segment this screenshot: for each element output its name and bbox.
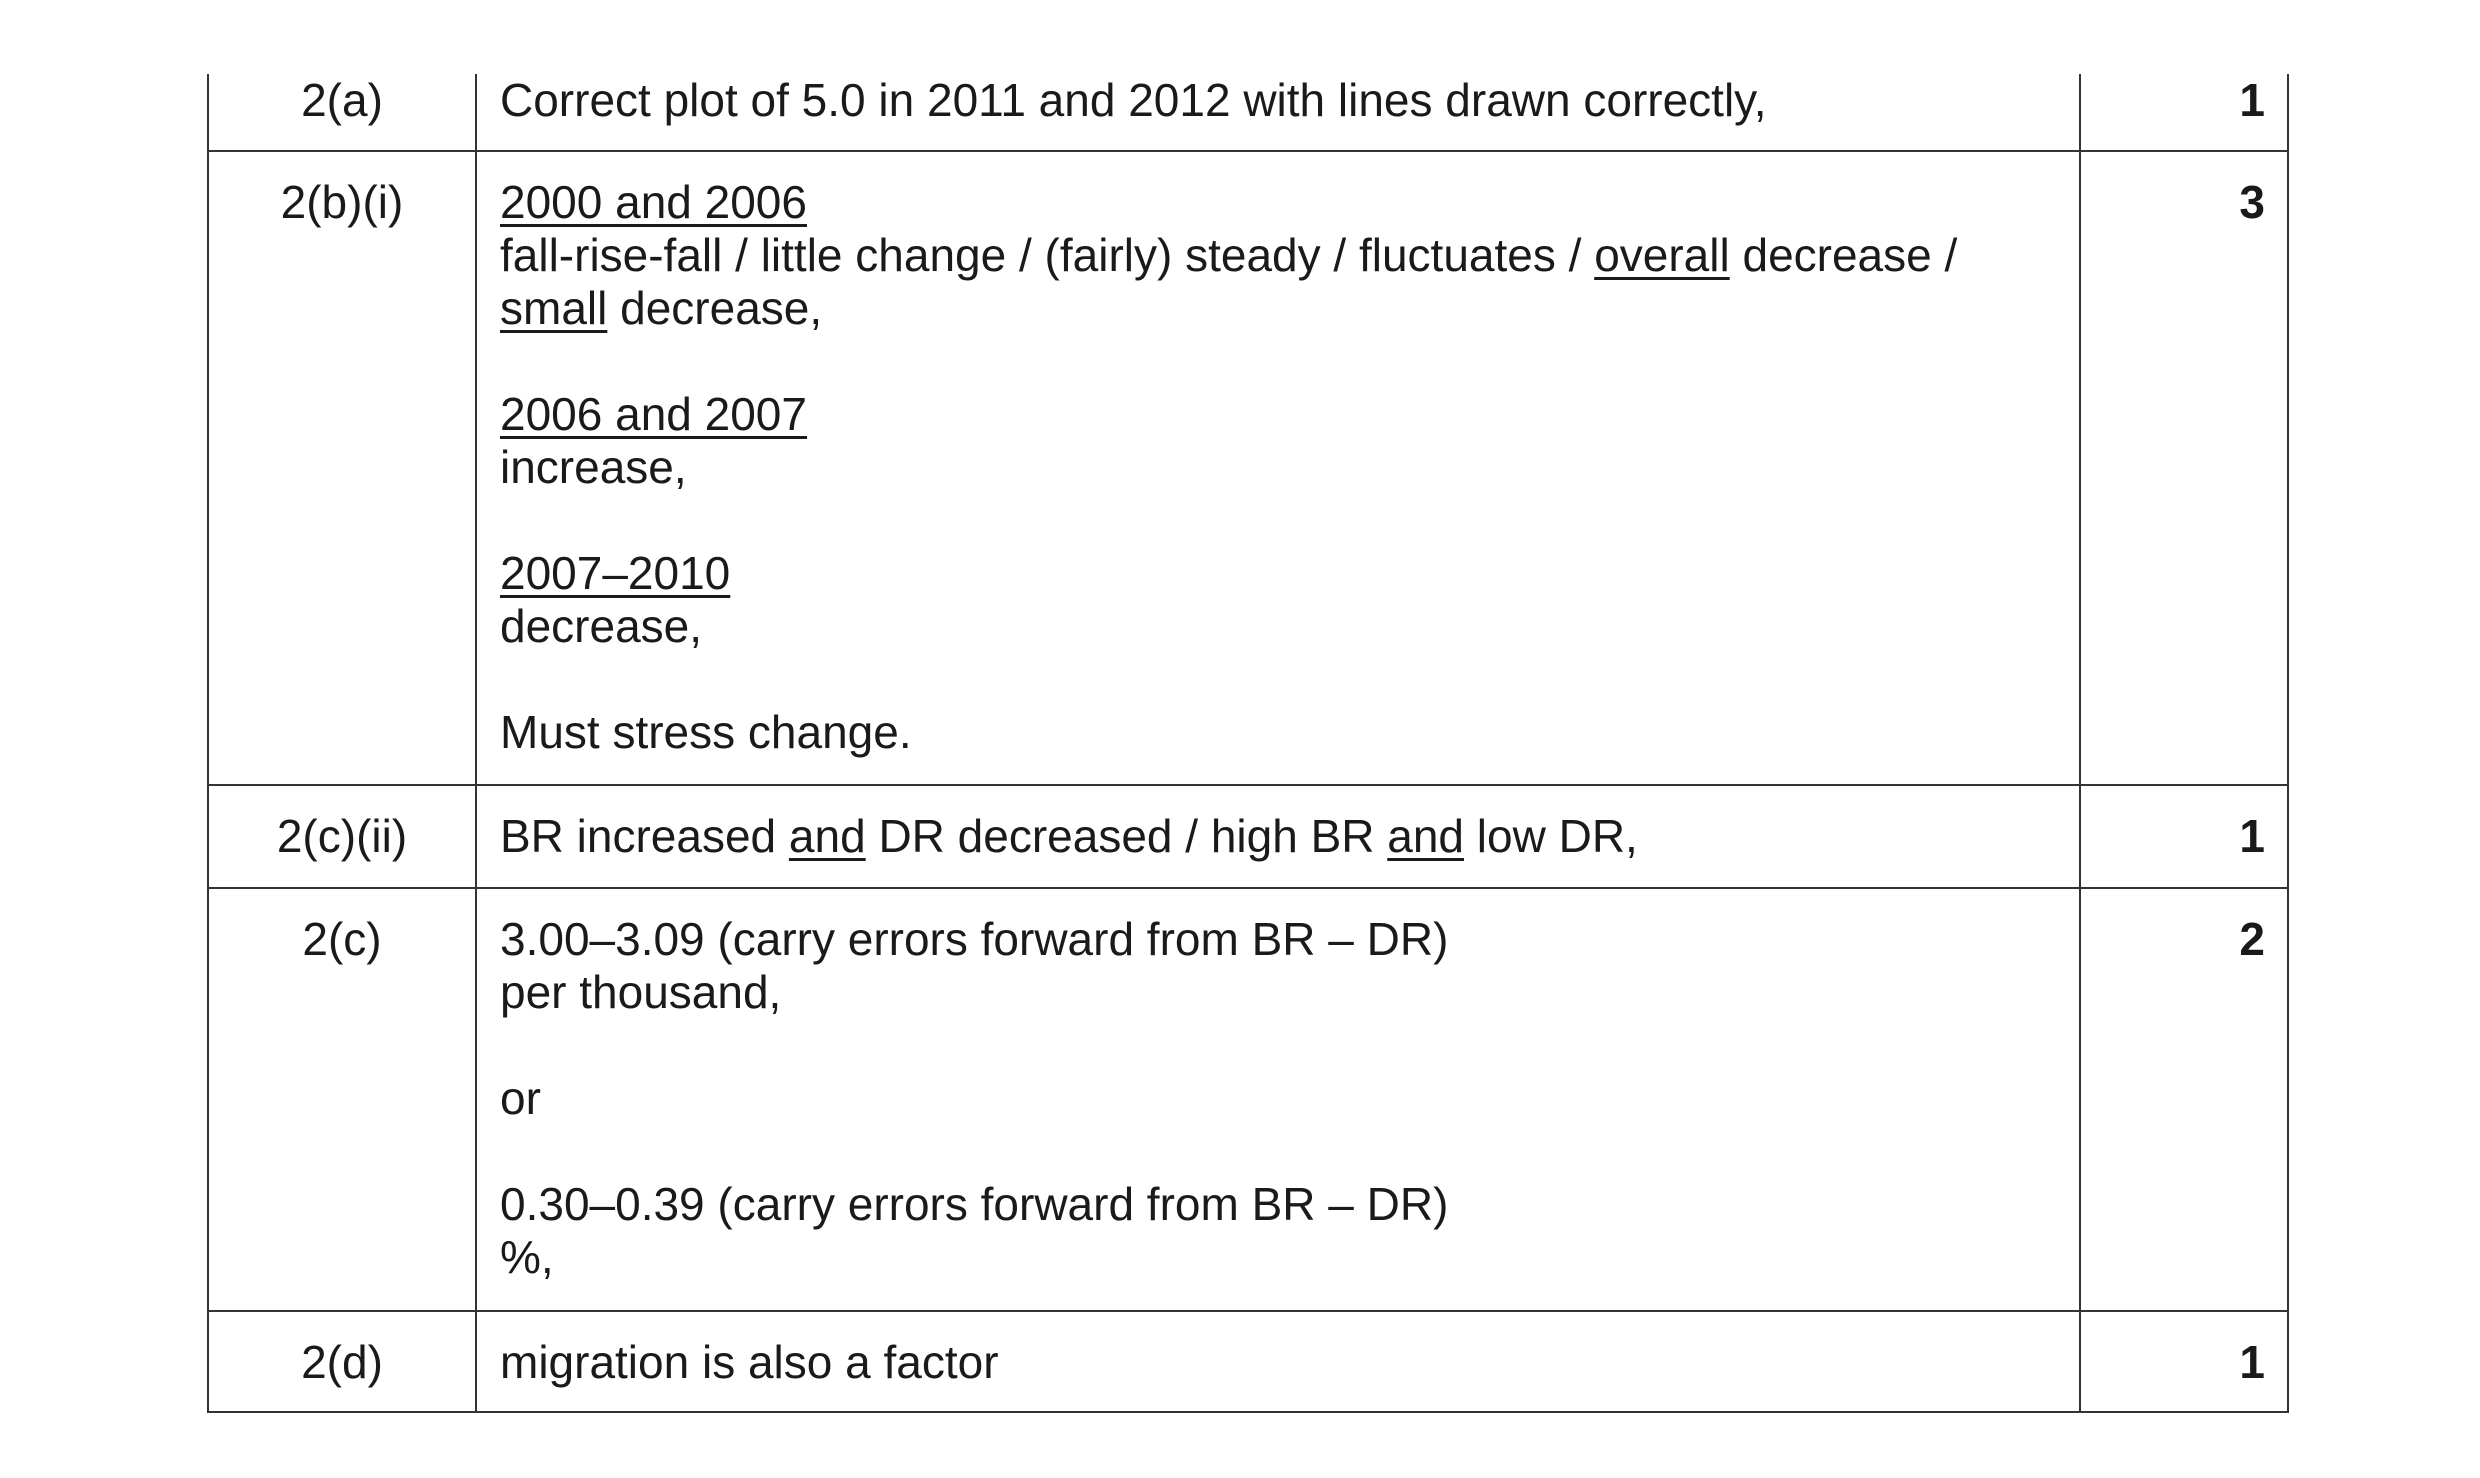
marks-value: 3 (2080, 151, 2288, 785)
answer-emphasis: and (788, 810, 866, 862)
answer-emphasis: overall (1594, 229, 1730, 281)
answer-text: 3.00–3.09 (carry errors forward from BR – DR) (500, 913, 1449, 965)
answer-emphasis: and (1387, 810, 1465, 862)
answer-text (500, 229, 2059, 282)
question-number: 2(c) (208, 888, 476, 1311)
table-row (208, 1311, 2288, 1412)
answer-text: Correct plot of 5.0 in 2011 and 2012 with lines drawn correctly, (500, 74, 1767, 126)
answer-text: per thousand, (500, 966, 782, 1018)
answer-text-part: DR decreased / high BR (865, 810, 1388, 862)
answer-text (500, 810, 2059, 863)
answer-emphasis: small (500, 282, 608, 334)
answer-text: or (500, 1072, 541, 1124)
answer-cell (476, 74, 2080, 151)
answer-text-part: low DR, (1464, 810, 1638, 862)
marks-value: 2 (2080, 888, 2288, 1311)
answer-text-part: decrease / (1729, 229, 1958, 281)
marks-value: 1 (2080, 1311, 2288, 1412)
question-number: 2(a) (208, 74, 476, 151)
question-number: 2(c)(ii) (208, 785, 476, 888)
question-number: 2(b)(i) (208, 151, 476, 785)
answer-text: migration is also a factor (500, 1336, 999, 1388)
answer-text-part: decrease, (607, 282, 823, 334)
answer-text: %, (500, 1231, 554, 1283)
answer-cell (476, 151, 2080, 785)
answer-note: Must stress change. (500, 706, 912, 758)
answer-cell (476, 1311, 2080, 1412)
answer-text: decrease, (500, 600, 703, 652)
marks-value: 1 (2080, 74, 2288, 151)
mark-scheme-table (207, 74, 2289, 1413)
table-row (208, 785, 2288, 888)
question-number: 2(d) (208, 1311, 476, 1412)
answer-heading: 2000 and 2006 (500, 176, 807, 228)
answer-text-part: BR increased (500, 810, 789, 862)
marks-value: 1 (2080, 785, 2288, 888)
table-row (208, 151, 2288, 785)
answer-text (500, 282, 2059, 335)
table-row (208, 74, 2288, 151)
answer-heading: 2006 and 2007 (500, 388, 807, 440)
answer-text: 0.30–0.39 (carry errors forward from BR – DR) (500, 1178, 1449, 1230)
answer-heading: 2007–2010 (500, 547, 731, 599)
answer-text-part: fall-rise-fall / little change / (fairly) steady / fluctuates / (500, 229, 1595, 281)
table-row (208, 888, 2288, 1311)
answer-cell (476, 785, 2080, 888)
answer-text: increase, (500, 441, 687, 493)
answer-cell (476, 888, 2080, 1311)
